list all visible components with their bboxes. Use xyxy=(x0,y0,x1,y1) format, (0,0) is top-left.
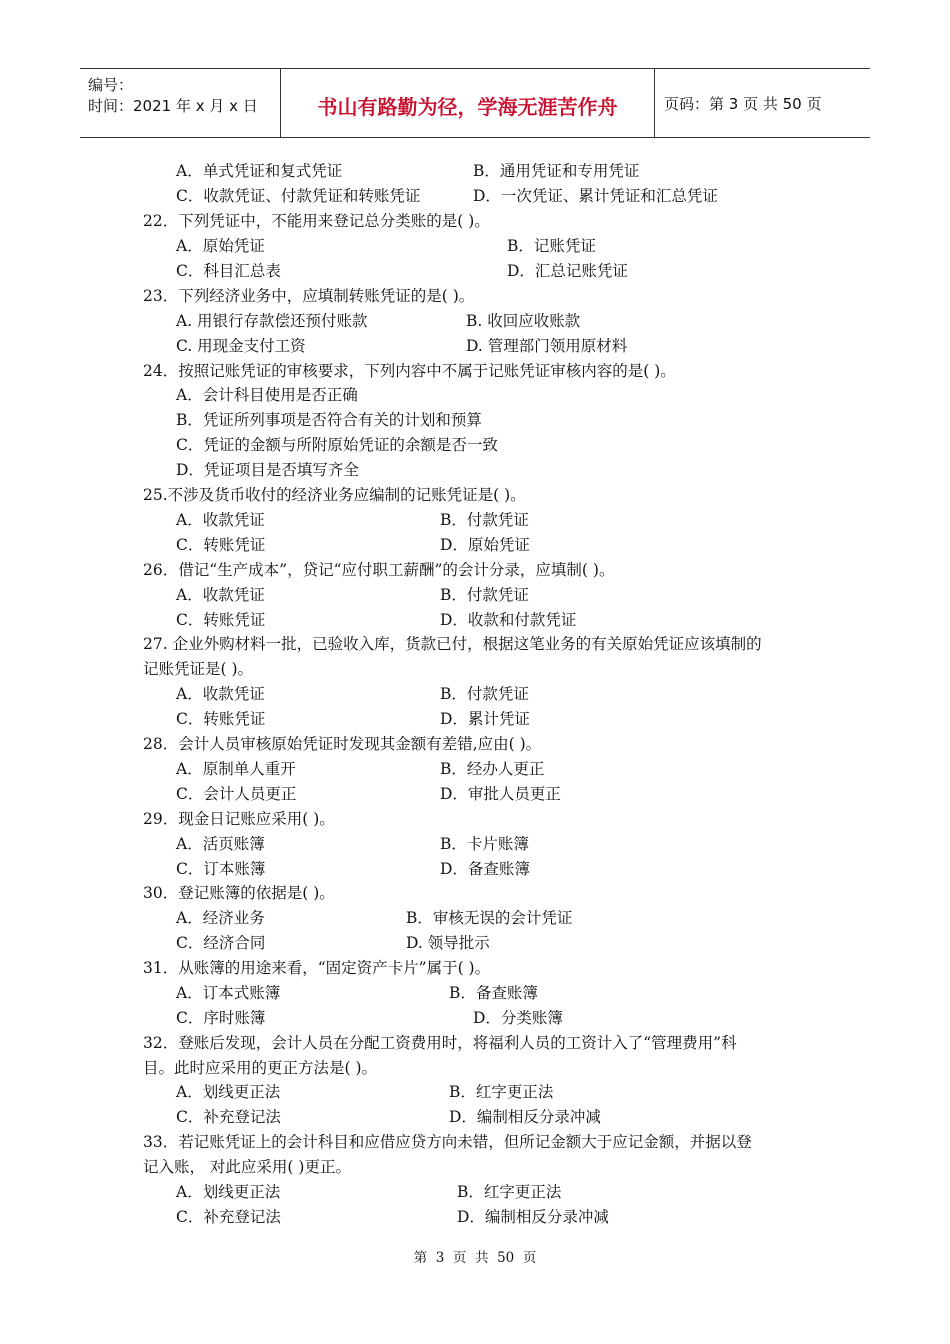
question-line: 26．借记“生产成本”，贷记“应付职工薪酬”的会计分录，应填制( )。 xyxy=(143,561,615,579)
question-line: 32．登账后发现，会计人员在分配工资费用时，将福利人员的工资计入了“管理费用”科 xyxy=(143,1034,737,1052)
header-right-cell xyxy=(655,69,870,137)
option-line: A．经济业务 xyxy=(176,909,265,927)
option-line: B．红字更正法 xyxy=(449,1083,554,1101)
question-line: 30．登记账簿的依据是( )。 xyxy=(143,884,335,902)
option-line: A．原制单人重开 xyxy=(176,760,296,778)
option-line: C．补充登记法 xyxy=(176,1208,281,1226)
page-info: 页码：第 3 页 共 50 页 xyxy=(664,95,822,113)
question-line: 24．按照记账凭证的审核要求，下列内容中不属于记账凭证审核内容的是( )。 xyxy=(143,362,676,380)
option-line: B．经办人更正 xyxy=(440,760,545,778)
header-left-cell xyxy=(80,69,281,137)
option-line: C．凭证的金额与所附原始凭证的余额是否一致 xyxy=(176,436,498,454)
option-line: B．备查账簿 xyxy=(449,984,538,1002)
option-line: C．收款凭证、付款凭证和转账凭证 xyxy=(176,187,421,205)
question-line: 目。此时应采用的更正方法是( )。 xyxy=(143,1059,378,1077)
option-line: B．卡片账簿 xyxy=(440,835,529,853)
option-line: C．会计人员更正 xyxy=(176,785,297,803)
option-line: C．订本账簿 xyxy=(176,860,266,878)
question-line: 25.不涉及货币收付的经济业务应编制的记账凭证是( )。 xyxy=(143,486,526,504)
option-line: D．累计凭证 xyxy=(440,710,530,728)
option-line: A．活页账簿 xyxy=(176,835,265,853)
question-line: 29．现金日记账应采用( )。 xyxy=(143,810,335,828)
option-line: C．补充登记法 xyxy=(176,1108,281,1126)
option-line: C. 用现金支付工资 xyxy=(176,337,306,355)
option-line: A．划线更正法 xyxy=(176,1083,281,1101)
option-line: B．付款凭证 xyxy=(440,685,529,703)
motto: 书山有路勤为径，学海无涯苦作舟 xyxy=(317,95,618,119)
question-line: 记入账， 对此应采用( )更正。 xyxy=(143,1158,351,1176)
question-line: 31．从账簿的用途来看，“固定资产卡片”属于( )。 xyxy=(143,959,491,977)
option-line: B．付款凭证 xyxy=(440,511,529,529)
option-line: C．科目汇总表 xyxy=(176,262,281,280)
option-line: A．收款凭证 xyxy=(176,685,265,703)
option-line: C．转账凭证 xyxy=(176,611,266,629)
option-line: D．编制相反分录冲减 xyxy=(449,1108,601,1126)
option-line: B．记账凭证 xyxy=(507,237,596,255)
question-line: 23．下列经济业务中，应填制转账凭证的是( )。 xyxy=(143,287,475,305)
time-label: 时间：2021 年 x 月 x 日 xyxy=(88,97,258,115)
question-line: 22．下列凭证中，不能用来登记总分类账的是( )。 xyxy=(143,212,490,230)
option-line: B. 收回应收账款 xyxy=(466,312,581,330)
option-line: A．会计科目使用是否正确 xyxy=(176,386,358,404)
question-line: 33．若记账凭证上的会计科目和应借应贷方向未错，但所记金额大于应记金额，并据以登 xyxy=(143,1133,752,1151)
header-middle-cell xyxy=(281,69,655,137)
option-line: A. 用银行存款偿还预付账款 xyxy=(176,312,368,330)
option-line: D. 管理部门领用原材料 xyxy=(466,337,628,355)
option-line: A．单式凭证和复式凭证 xyxy=(176,162,343,180)
page-footer xyxy=(0,1246,950,1266)
option-line: C．序时账簿 xyxy=(176,1009,266,1027)
option-line: A．划线更正法 xyxy=(176,1183,281,1201)
option-line: D．编制相反分录冲减 xyxy=(457,1208,609,1226)
question-line: 记账凭证是( )。 xyxy=(143,660,254,678)
option-line: B．通用凭证和专用凭证 xyxy=(473,162,640,180)
option-line: C．转账凭证 xyxy=(176,536,266,554)
option-line: D．审批人员更正 xyxy=(440,785,561,803)
option-line: A．订本式账簿 xyxy=(176,984,281,1002)
option-line: B．审核无误的会计凭证 xyxy=(406,909,573,927)
option-line: D．一次凭证、累计凭证和汇总凭证 xyxy=(473,187,718,205)
option-line: D．原始凭证 xyxy=(440,536,530,554)
option-line: D．分类账簿 xyxy=(473,1009,563,1027)
page-header xyxy=(80,68,870,138)
option-line: D．凭证项目是否填写齐全 xyxy=(176,461,359,479)
option-line: D. 领导批示 xyxy=(406,934,490,952)
option-line: B．凭证所列事项是否符合有关的计划和预算 xyxy=(176,411,482,429)
code-label: 编号： xyxy=(88,76,134,94)
option-line: A．收款凭证 xyxy=(176,511,265,529)
option-line: B．红字更正法 xyxy=(457,1183,562,1201)
option-line: D．备查账簿 xyxy=(440,860,530,878)
option-line: A．收款凭证 xyxy=(176,586,265,604)
option-line: D．收款和付款凭证 xyxy=(440,611,577,629)
option-line: B．付款凭证 xyxy=(440,586,529,604)
option-line: A．原始凭证 xyxy=(176,237,265,255)
option-line: C．经济合同 xyxy=(176,934,266,952)
question-line: 28．会计人员审核原始凭证时发现其金额有差错,应由( )。 xyxy=(143,735,542,753)
question-line: 27. 企业外购材料一批，已验收入库，货款已付，根据这笔业务的有关原始凭证应该填制的 xyxy=(143,635,762,653)
footer-page-number: 第 3 页 共 50 页 xyxy=(413,1250,537,1266)
option-line: D．汇总记账凭证 xyxy=(507,262,628,280)
option-line: C．转账凭证 xyxy=(176,710,266,728)
